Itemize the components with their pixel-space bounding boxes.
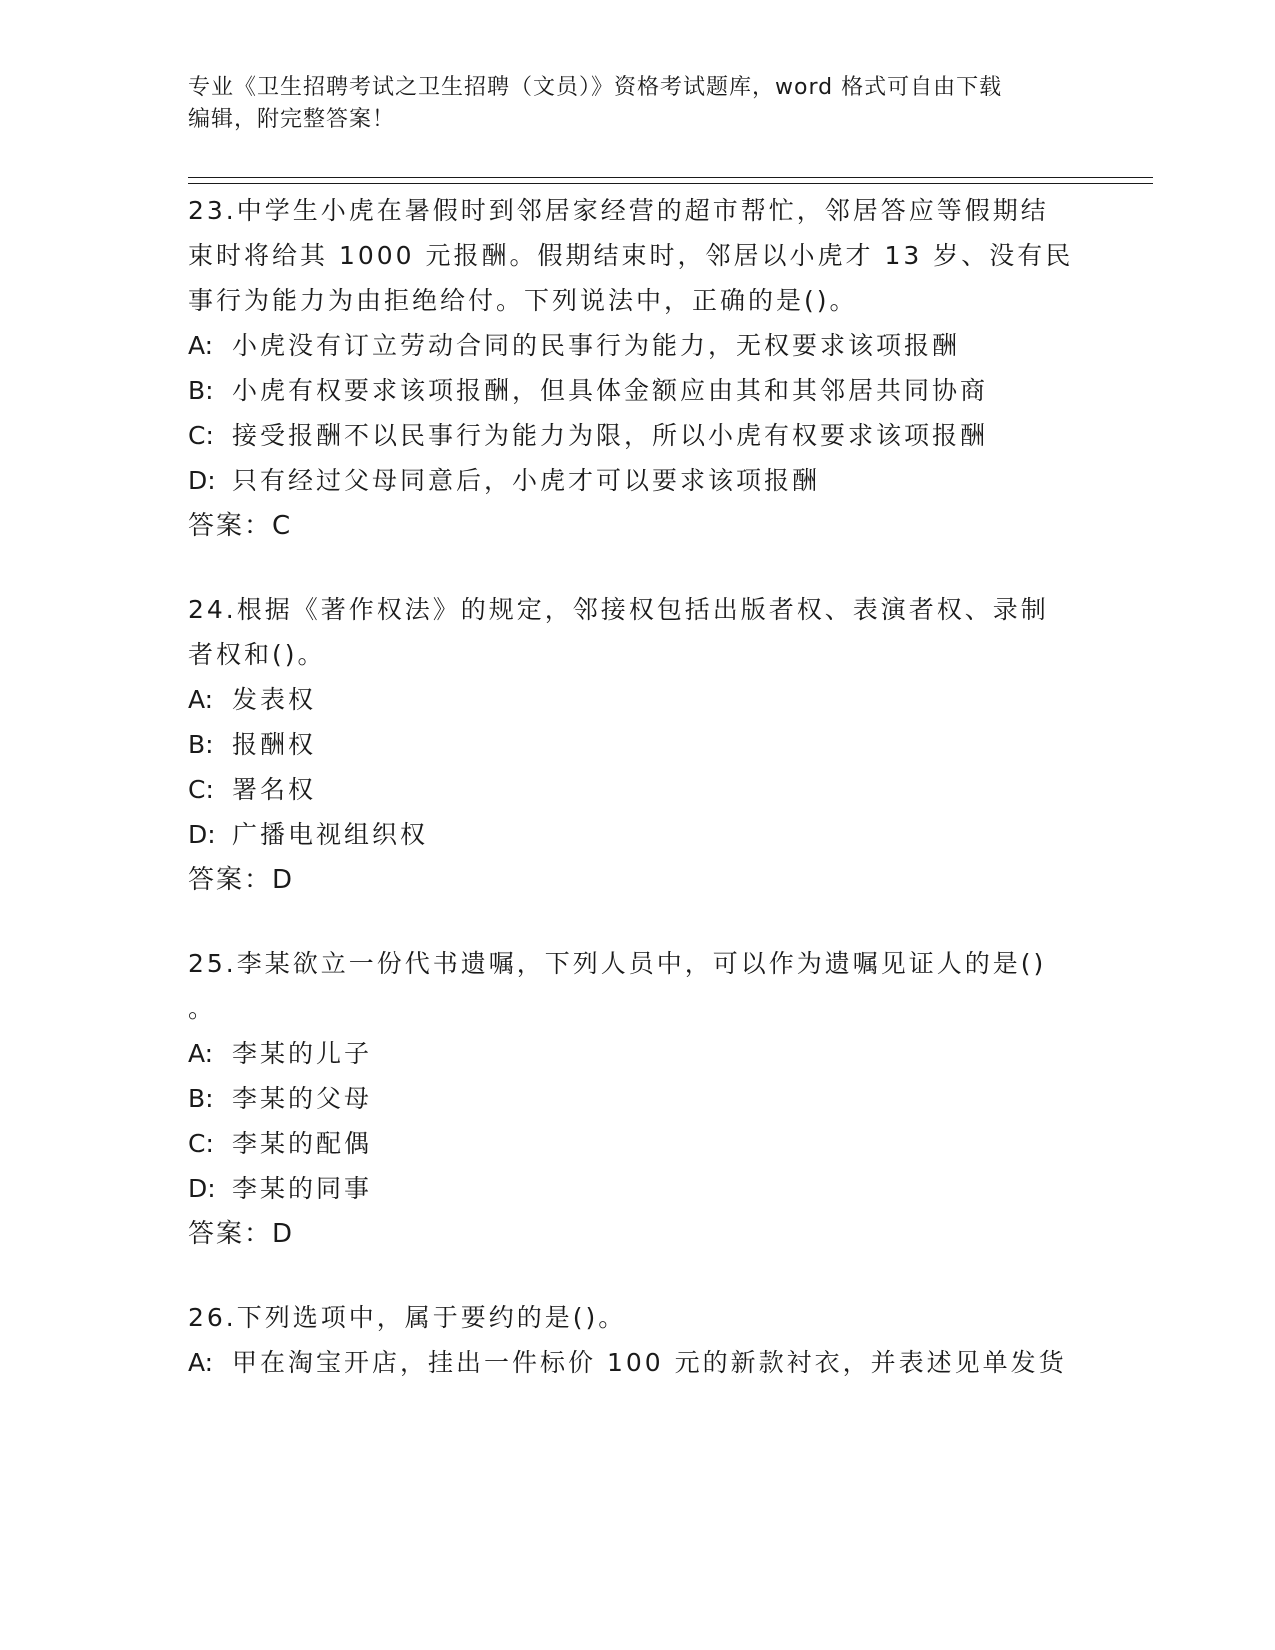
stem-line: 24.根据《著作权法》的规定，邻接权包括出版者权、表演者权、录制 xyxy=(188,595,1049,624)
option-b xyxy=(188,368,1078,413)
option-text: 甲在淘宝开店，挂出一件标价 100 元的新款衬衣，并表述见单发货 xyxy=(232,1348,1067,1377)
question-25 xyxy=(188,941,1078,1257)
option-text: 报酬权 xyxy=(232,730,317,759)
question-stem xyxy=(188,1295,1078,1340)
option-b xyxy=(188,1076,1078,1121)
option-text: 李某的父母 xyxy=(232,1084,373,1113)
answer-line xyxy=(188,1211,1078,1257)
option-key: C: xyxy=(188,775,214,804)
option-a xyxy=(188,323,1078,368)
option-text: 发表权 xyxy=(232,685,317,714)
option-key: A: xyxy=(188,331,214,360)
question-23 xyxy=(188,188,1078,549)
option-c xyxy=(188,413,1078,458)
option-key: A: xyxy=(188,685,214,714)
answer-label: 答案： xyxy=(188,1219,273,1249)
option-text: 只有经过父母同意后，小虎才可以要求该项报酬 xyxy=(232,466,821,495)
option-key: C: xyxy=(188,1129,214,1158)
option-a xyxy=(188,1031,1078,1076)
option-text: 接受报酬不以民事行为能力为限，所以小虎有权要求该项报酬 xyxy=(232,421,989,450)
stem-line: 23.中学生小虎在暑假时到邻居家经营的超市帮忙，邻居答应等假期结 xyxy=(188,196,1049,225)
answer-value: D xyxy=(272,865,294,895)
option-key: A: xyxy=(188,1348,214,1377)
stem-line: 束时将给其 1000 元报酬。假期结束时，邻居以小虎才 13 岁、没有民 xyxy=(188,241,1074,270)
option-d xyxy=(188,458,1078,503)
question-stem xyxy=(188,188,1078,323)
option-text: 李某的同事 xyxy=(232,1174,373,1203)
option-key: B: xyxy=(188,730,214,759)
question-stem xyxy=(188,941,1078,1031)
question-26 xyxy=(188,1295,1078,1385)
answer-value: C xyxy=(272,511,292,541)
answer-label: 答案： xyxy=(188,511,273,541)
answer-label: 答案： xyxy=(188,865,273,895)
option-d xyxy=(188,1166,1078,1211)
option-text: 李某的儿子 xyxy=(232,1039,373,1068)
header-line-1: 专业《卫生招聘考试之卫生招聘（文员）》资格考试题库，word 格式可自由下载 xyxy=(188,75,1003,100)
header-line-2: 编辑，附完整答案！ xyxy=(188,107,396,132)
option-key: D: xyxy=(188,820,216,849)
stem-line: 。 xyxy=(188,994,217,1023)
stem-line: 25.李某欲立一份代书遗嘱，下列人员中，可以作为遗嘱见证人的是() xyxy=(188,949,1047,978)
question-list xyxy=(188,188,1078,1423)
document-header xyxy=(188,72,1088,136)
option-text: 署名权 xyxy=(232,775,317,804)
header-divider-top xyxy=(188,177,1153,178)
option-key: A: xyxy=(188,1039,214,1068)
option-a xyxy=(188,677,1078,722)
question-stem xyxy=(188,587,1078,677)
question-24 xyxy=(188,587,1078,903)
option-text: 李某的配偶 xyxy=(232,1129,373,1158)
option-d xyxy=(188,812,1078,857)
answer-line xyxy=(188,857,1078,903)
option-text: 小虎没有订立劳动合同的民事行为能力，无权要求该项报酬 xyxy=(232,331,961,360)
option-text: 广播电视组织权 xyxy=(232,820,429,849)
option-key: B: xyxy=(188,376,214,405)
answer-line xyxy=(188,503,1078,549)
option-b xyxy=(188,722,1078,767)
option-key: C: xyxy=(188,421,214,450)
option-key: B: xyxy=(188,1084,214,1113)
stem-line: 事行为能力为由拒绝给付。下列说法中，正确的是()。 xyxy=(188,286,858,315)
stem-line: 26.下列选项中，属于要约的是()。 xyxy=(188,1303,627,1332)
option-key: D: xyxy=(188,1174,216,1203)
option-key: D: xyxy=(188,466,216,495)
option-a xyxy=(188,1340,1078,1385)
option-c xyxy=(188,767,1078,812)
option-text: 小虎有权要求该项报酬，但具体金额应由其和其邻居共同协商 xyxy=(232,376,989,405)
header-divider-bottom xyxy=(188,183,1153,184)
stem-line: 者权和()。 xyxy=(188,640,326,669)
option-c xyxy=(188,1121,1078,1166)
answer-value: D xyxy=(272,1219,294,1249)
